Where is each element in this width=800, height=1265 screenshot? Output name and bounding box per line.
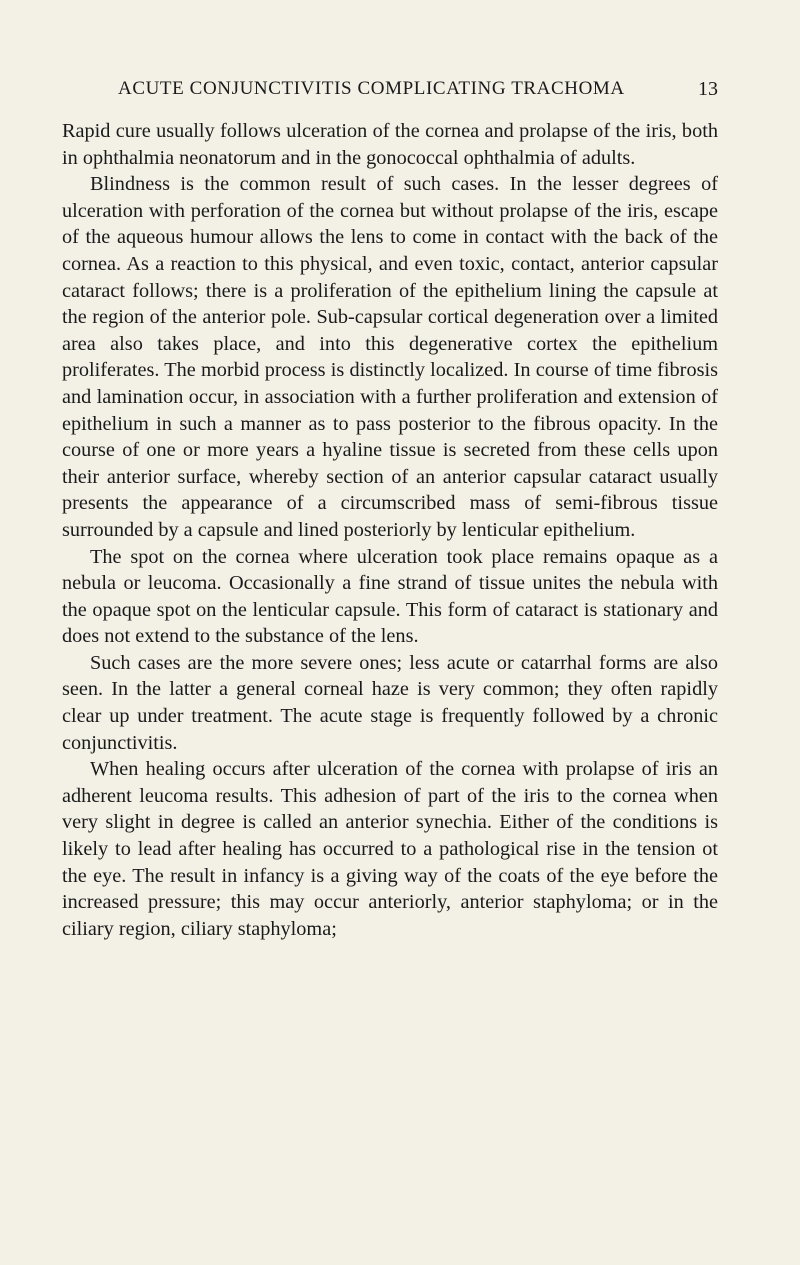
paragraph: Such cases are the more severe ones; less acute or catarrhal forms are also seen. In the latter a general corneal haze is very common; they often rapidly clear up under treatment. The acute stage is frequently followed by a chronic conjunctivitis. bbox=[62, 651, 718, 754]
paragraph: Rapid cure usually follows ulceration of the cornea and prolapse of the iris, both in ophthalmia neonatorum and in the gonococcal ophthalmia of adults. bbox=[62, 120, 718, 169]
running-title: ACUTE CONJUNCTIVITIS COMPLICATING TRACHOMA bbox=[118, 78, 625, 99]
paragraph: Blindness is the common result of such cases. In the lesser degrees of ulceration with perforation of the cornea but without prolapse of the iris, escape of the aqueous humour allows the lens to come in contact with the back of the cornea. As a reaction to this physical, and even toxic, contact, anterior capsular cataract follows; there is a proliferation of the epithelium lining the capsule at the region of the anterior pole. Sub-capsular cortical degeneration over a limited area also takes place, and into this degenerative cortex the epithelium proliferates. The morbid process is distinctly localized. In course of time fibrosis and lamination occur, in association with a further proliferation and extension of epithelium in such a manner as to pass posterior to the fibrous opacity. In the course of one or more years a hyaline tissue is secreted from these cells upon their anterior surface, whereby section of an anterior capsular cataract usually presents the appearance of a circumscribed mass of semi-fibrous tissue surrounded by a capsule and lined posteriorly by lenticular epithelium. bbox=[62, 173, 718, 541]
body-text bbox=[62, 118, 718, 942]
running-head bbox=[62, 78, 718, 108]
page-number: 13 bbox=[698, 78, 718, 100]
paragraph: The spot on the cornea where ulceration took place remains opaque as a nebula or leucoma. Occasionally a fine strand of tissue unites the nebula with the opaque spot on the lenticular capsule. This form of cataract is stationary and does not extend to the substance of the lens. bbox=[62, 545, 718, 648]
paragraph: When healing occurs after ulceration of the cornea with prolapse of iris an adherent leucoma results. This adhesion of part of the iris to the cornea when very slight in degree is called an anterior synechia. Either of the conditions is likely to lead after healing has occurred to a pathological rise in the tension ot the eye. The result in infancy is a giving way of the coats of the eye before the increased pressure; this may occur anteriorly, anterior staphyloma; or in the ciliary region, ciliary staphyloma; bbox=[62, 758, 718, 940]
